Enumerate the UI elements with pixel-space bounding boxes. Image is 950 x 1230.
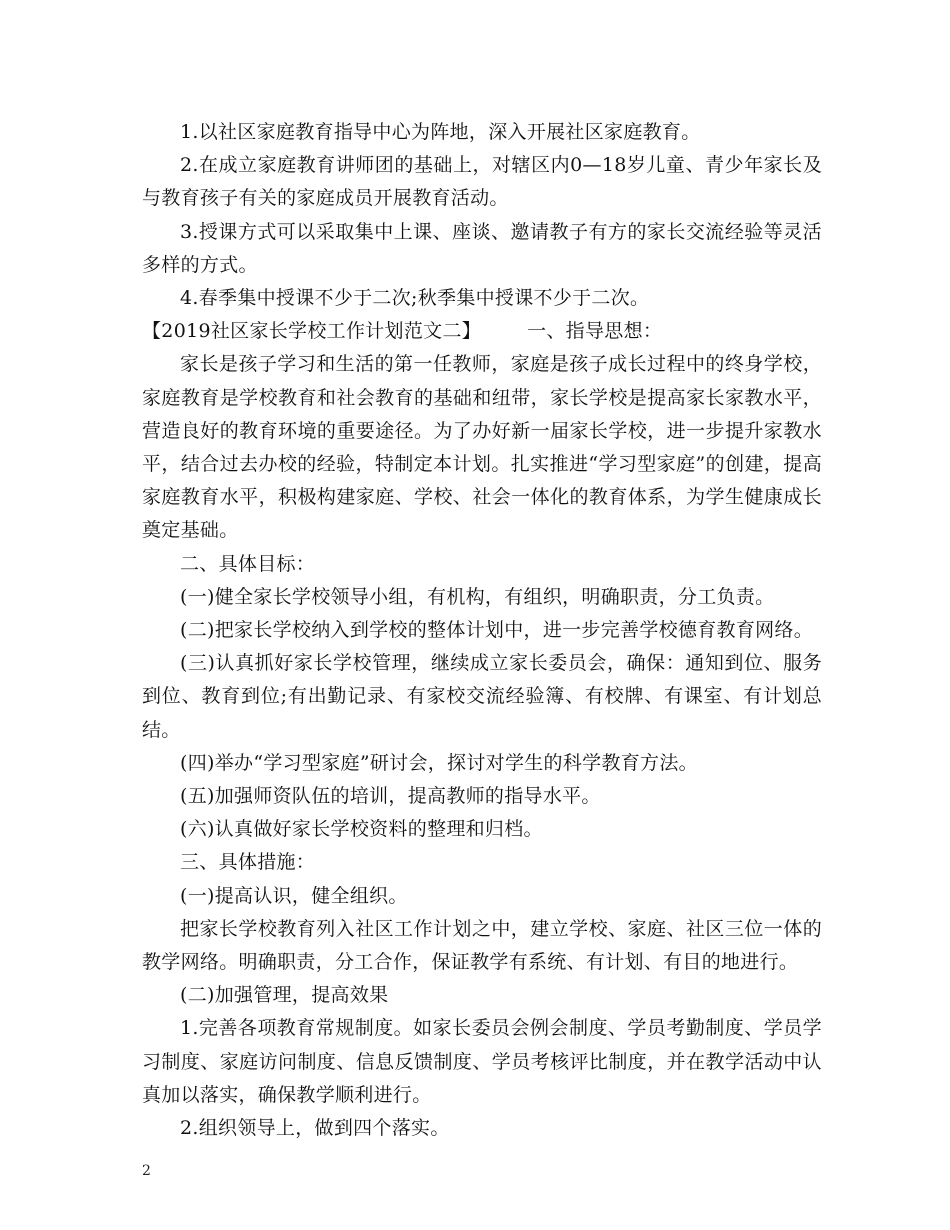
section-heading-line [142,315,822,348]
list-item: (五)加强师资队伍的培训，提高教师的指导水平。 [180,785,601,808]
list-item: (一)提高认识，健全组织。 [180,884,408,907]
list-item: (一)健全家长学校领导小组，有机构，有组织，明确职责，分工负责。 [180,585,775,608]
subheading: 二、具体目标： [180,552,316,575]
paragraph: 把家长学校教育列入社区工作计划之中，建立学校、家庭、社区三位一体的教学网络。明确职责，分工合作，保证教学有系统、有计划、有目的地进行。 [142,917,822,974]
subheading: 三、具体措施： [180,851,316,874]
list-item: (四)举办“学习型家庭”研讨会，探讨对学生的科学教育方法。 [180,751,698,774]
document-body [142,116,822,1145]
list-item: 1.完善各项教育常规制度。如家长委员会例会制度、学员考勤制度、学员学习制度、家庭访问制度、信息反馈制度、学员考核评比制度，并在教学活动中认真加以落实，确保教学顺利进行。 [142,1017,822,1106]
list-item: (六)认真做好家长学校资料的整理和归档。 [180,818,543,841]
list-item: (二)把家长学校纳入到学校的整体计划中，进一步完善学校德育教育网络。 [180,619,814,642]
paragraph: 3.授课方式可以采取集中上课、座谈、邀请教子有方的家长交流经验等灵活多样的方式。 [142,220,822,276]
paragraph: 家长是孩子学习和生活的第一任教师，家庭是孩子成长过程中的终身学校，家庭教育是学校教育和社会教育的基础和纽带，家长学校是提高家长家教水平，营造良好的教育环境的重要途径。为了办好新一届家长学校，进一步提升家教水平，结合过去办校的经验，特制定本计划。扎实推进“学习型家庭”的创建，提高家庭教育水平，积极构建家庭、学校、社会一体化的教育体系，为学生健康成长奠定基础。 [142,353,822,542]
list-item: (二)加强管理，提高效果 [180,984,389,1007]
section-heading: 【2019社区家长学校工作计划范文二】 [142,320,482,343]
paragraph: 2.在成立家庭教育讲师团的基础上，对辖区内0—18岁儿童、青少年家长及与教育孩子有关的家庭成员开展教育活动。 [142,154,822,210]
list-item: (三)认真抓好家长学校管理，继续成立家长委员会，确保：通知到位、服务到位、教育到位;有出勤记录、有家校交流经验簿、有校牌、有课室、有计划总结。 [142,652,822,741]
section-first-item: 一、指导思想： [527,320,663,343]
paragraph: 4.春季集中授课不少于二次;秋季集中授课不少于二次。 [180,287,650,310]
list-item: 2.组织领导上，做到四个落实。 [180,1117,450,1140]
paragraph: 1.以社区家庭教育指导中心为阵地，深入开展社区家庭教育。 [180,121,701,143]
page-number: 2 [142,1163,151,1179]
